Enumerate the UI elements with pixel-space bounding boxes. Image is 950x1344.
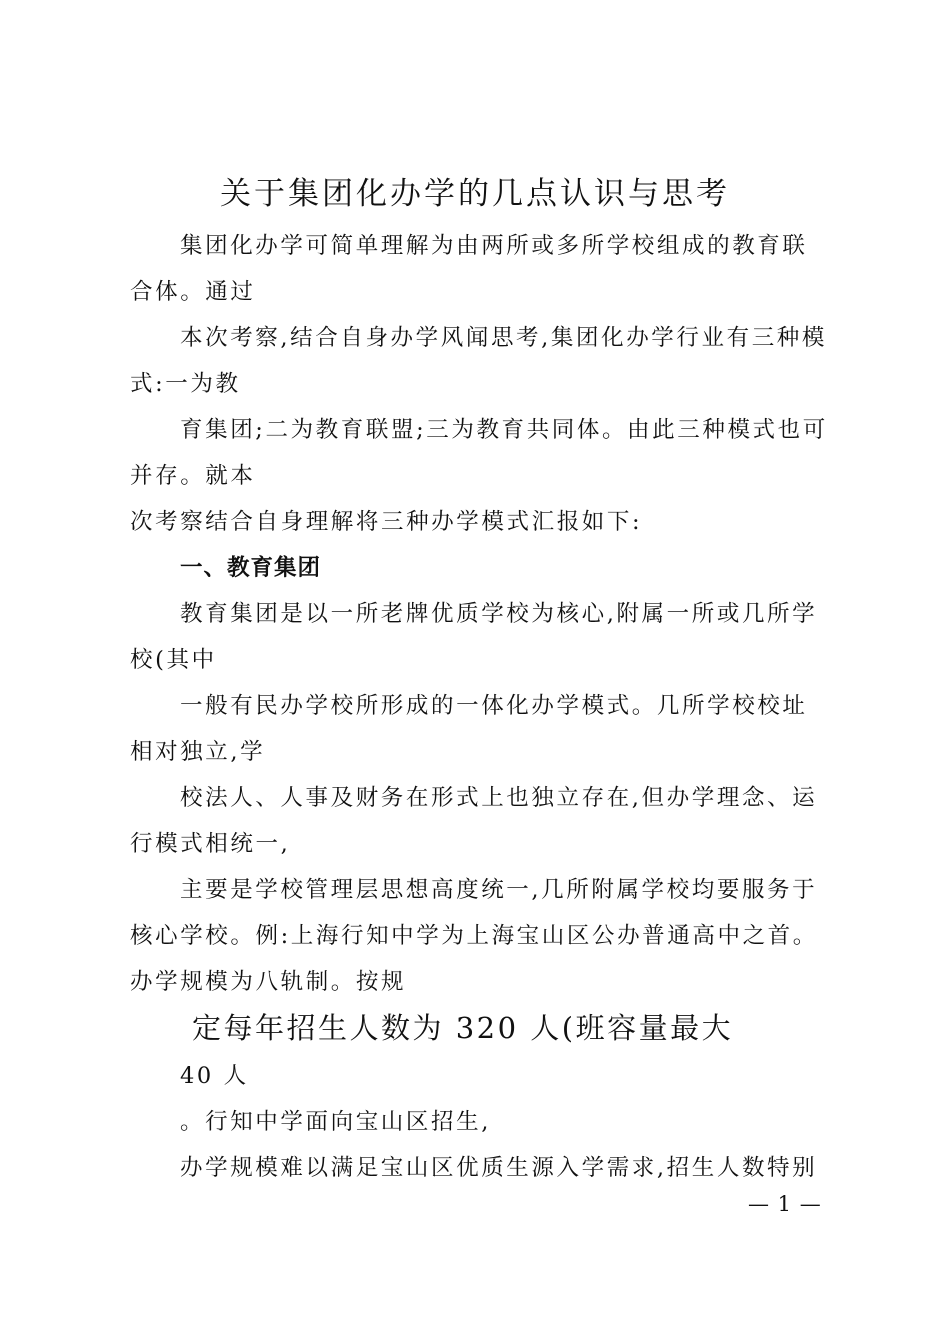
paragraph-line-large: 定每年招生人数为 320 人(班容量最大 (192, 1011, 734, 1045)
paragraph-line: 式:一为教 (130, 371, 241, 397)
paragraph-line: 本次考察,结合自身办学风闻思考,集团化办学行业有三种模 (180, 325, 828, 351)
paragraph-line: 。行知中学面向宝山区招生, (180, 1109, 491, 1135)
section-heading: 一、教育集团 (180, 555, 322, 581)
paragraph-line: 次考察结合自身理解将三种办学模式汇报如下: (130, 509, 643, 535)
paragraph-line: 办学规模难以满足宝山区优质生源入学需求,招生人数特别 (180, 1155, 818, 1181)
document-title: 关于集团化办学的几点认识与思考 (220, 176, 730, 212)
paragraph-line: 育集团;二为教育联盟;三为教育共同体。由此三种模式也可 (180, 417, 828, 443)
page-number: — 1 — (748, 1192, 822, 1216)
paragraph-line: 并存。就本 (130, 463, 256, 489)
paragraph-line: 行模式相统一, (130, 831, 291, 857)
paragraph-line: 校(其中 (130, 647, 217, 673)
paragraph-line: 教育集团是以一所老牌优质学校为核心,附属一所或几所学 (180, 601, 818, 627)
paragraph-line: 集团化办学可简单理解为由两所或多所学校组成的教育联 (180, 233, 808, 259)
paragraph-line: 核心学校。例:上海行知中学为上海宝山区公办普通高中之首。 (130, 923, 818, 949)
paragraph-line: 相对独立,学 (130, 739, 266, 765)
paragraph-line: 合体。通过 (130, 279, 256, 305)
paragraph-line: 主要是学校管理层思想高度统一,几所附属学校均要服务于 (180, 877, 818, 903)
paragraph-line: 校法人、人事及财务在形式上也独立存在,但办学理念、运 (180, 785, 818, 811)
paragraph-line: 40 人 (180, 1063, 249, 1089)
paragraph-line: 一般有民办学校所形成的一体化办学模式。几所学校校址 (180, 693, 808, 719)
paragraph-line: 办学规模为八轨制。按规 (130, 969, 407, 995)
